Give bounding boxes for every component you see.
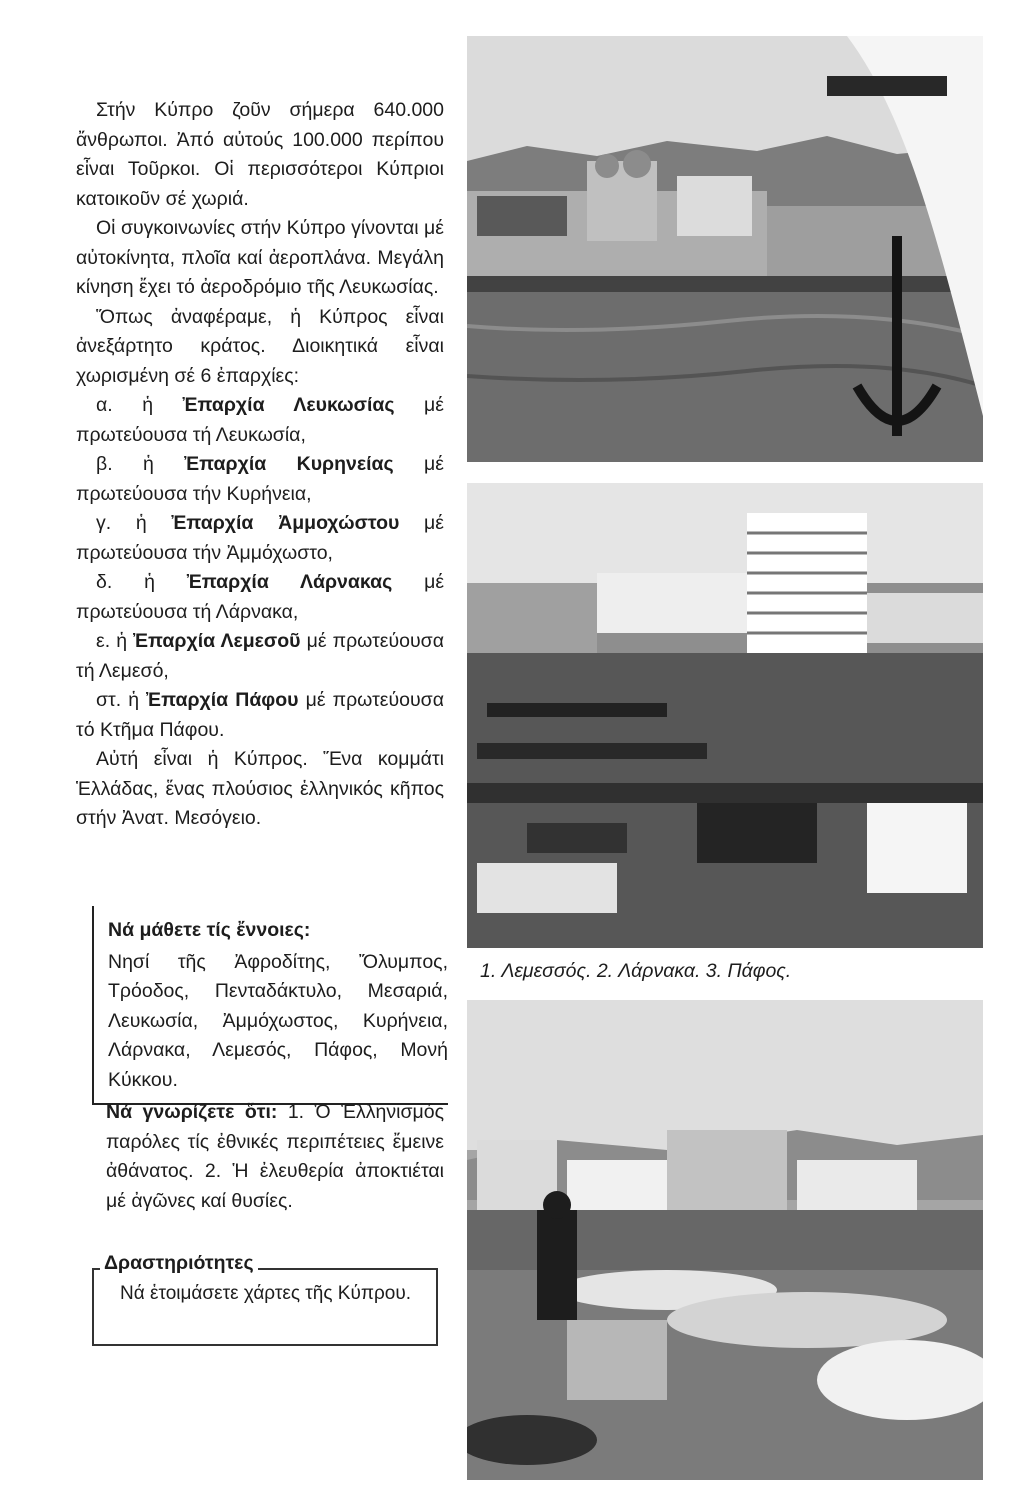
know-heading: Νά γνωρίζετε ὅτι: — [106, 1101, 278, 1123]
photo-larnaca-image — [467, 483, 983, 948]
province-item: στ. ἡ Ἐπαρχία Πάφου μέ πρωτεύουσα τό Κτῆμα Πάφου. — [76, 689, 444, 741]
activities-body: Νά ἑτοιμάσετε χάρτες τῆς Κύπρου. — [120, 1283, 411, 1304]
province-item: ε. ἡ Ἐπαρχία Λεμεσοῦ μέ πρωτεύουσα τή Λεμεσό, — [76, 630, 444, 682]
paragraph-conclusion: Αὐτή εἶναι ἡ Κύπρος. Ἕνα κομμάτι Ἑλλάδας, ἕνας πλούσιος ἑλληνικός κῆπος στήν Ἀνατ. Μεσόγειο. — [76, 748, 444, 829]
main-text-column — [76, 96, 444, 834]
photo-paphos-image — [467, 1000, 983, 1480]
concepts-body: Νησί τῆς Ἀφροδίτης, Ὄλυμπος, Τρόοδος, Πενταδάκτυλο, Μεσαριά, Λευκωσία, Ἀμμόχωστος, Κυρήνεια, Λάρνακα, Λεμεσός, Πάφος, Μονή Κύκκου. — [108, 950, 448, 1091]
activities-heading: Δραστηριότητες — [100, 1252, 258, 1275]
province-item: α. ἡ Ἐπαρχία Λευκωσίας μέ πρωτεύουσα τή Λευκωσία, — [76, 394, 444, 446]
province-item: β. ἡ Ἐπαρχία Κυρηνείας μέ πρωτεύουσα τήν Κυρήνεια, — [76, 453, 444, 505]
photo-caption: 1. Λεμεσσός. 2. Λάρνακα. 3. Πάφος. — [480, 960, 792, 982]
concepts-box — [92, 906, 448, 1105]
paragraph-population: Στήν Κύπρο ζοῦν σήμερα 640.000 ἄνθρωποι. Ἀπό αὐτούς 100.000 περίπου εἶναι Τοῦρκοι. Οἱ περισσότεροι Κύπριοι κατοικοῦν σέ χωριά. — [76, 99, 444, 210]
concepts-heading: Νά μάθετε τίς ἔννοιες: — [108, 919, 311, 941]
know-body: 1. Ὁ Ἑλληνισμός παρόλες τίς ἐθνικές περιπέτειες ἔμεινε ἀθάνατος. 2. Ἡ ἐλευθερία ἀποκτιέται μέ ἀγῶνες καί θυσίες. — [106, 1101, 444, 1212]
photo-limassol-image — [467, 36, 983, 462]
know-section — [106, 1098, 444, 1216]
paragraph-administration: Ὅπως ἀναφέραμε, ἡ Κύπρος εἶναι ἀνεξάρτητο κράτος. Διοικητικά εἶναι χωρισμένη σέ 6 ἐπαρχίες: — [76, 305, 444, 387]
photo-larnaca — [467, 483, 983, 948]
photo-paphos — [467, 1000, 983, 1480]
photo-limassol — [467, 36, 983, 462]
province-item: δ. ἡ Ἐπαρχία Λάρνακας μέ πρωτεύουσα τή Λάρνακα, — [76, 571, 445, 623]
activities-box — [92, 1268, 438, 1346]
province-item: γ. ἡ Ἐπαρχία Ἀμμοχώστου μέ πρωτεύουσα τήν Ἀμμόχωστο, — [76, 512, 444, 564]
paragraph-transport: Οἱ συγκοινωνίες στήν Κύπρο γίνονται μέ αὐτοκίνητα, πλοῖα καί ἀεροπλάνα. Μεγάλη κίνηση ἔχει τό ἀεροδρόμιο τῆς Λευκωσίας. — [76, 217, 444, 298]
